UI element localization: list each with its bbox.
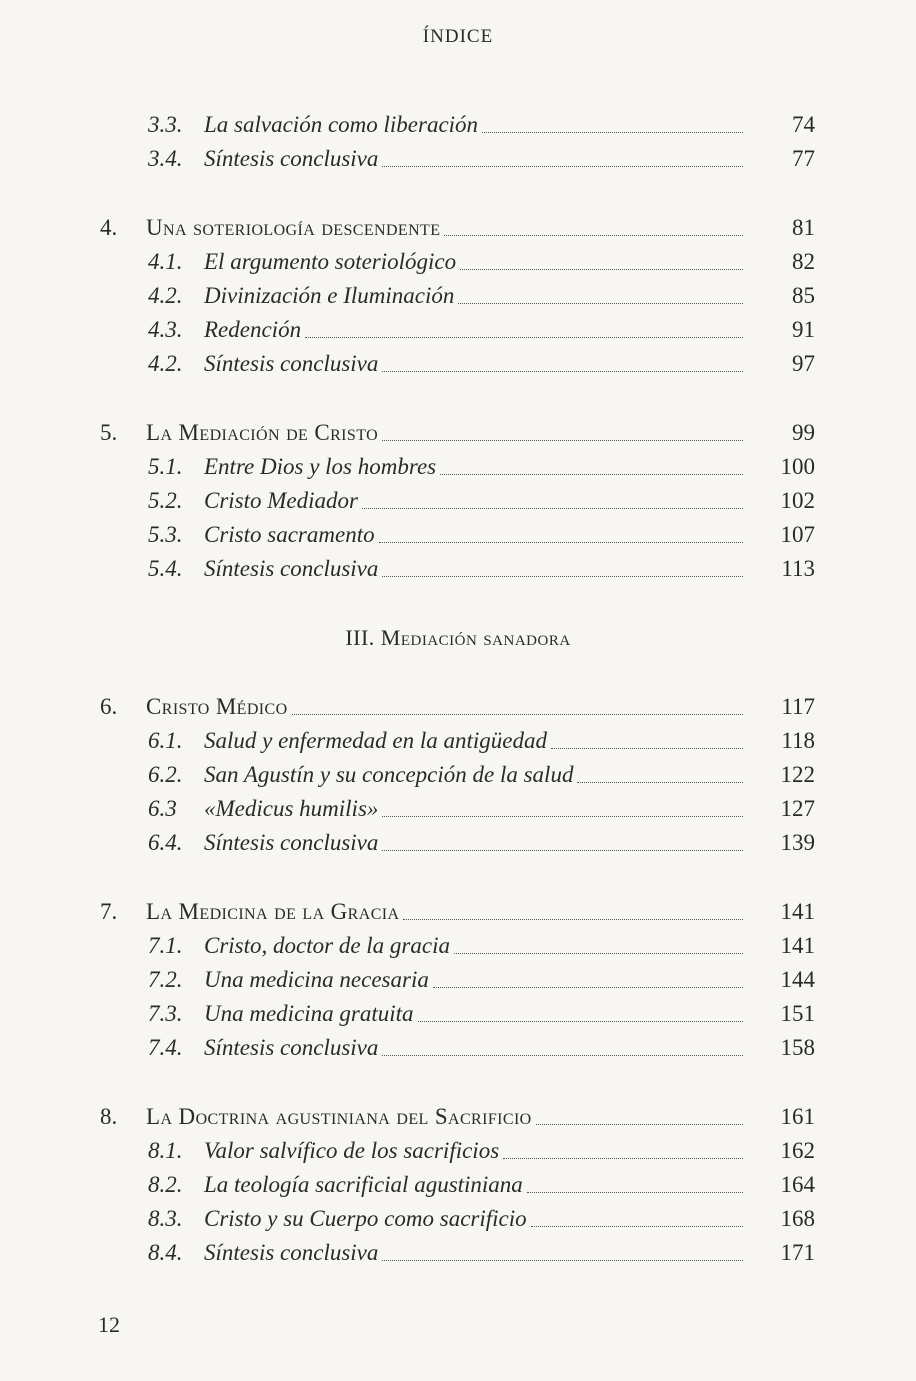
entry-page-number: 139 — [780, 830, 815, 855]
entry-number: 7.1. — [148, 933, 183, 958]
dot-leader — [527, 1192, 743, 1193]
toc-chapter-entry[interactable] — [100, 895, 815, 929]
entry-page-number: 85 — [792, 283, 815, 308]
entry-title: Cristo sacramento — [204, 522, 375, 547]
section-gap — [100, 586, 815, 621]
toc-section-entry[interactable] — [100, 245, 815, 279]
entry-number: 6.2. — [148, 762, 183, 787]
entry-number: 7.3. — [148, 1001, 183, 1026]
entry-number: 4.2. — [148, 283, 183, 308]
entry-number: 7. — [100, 899, 118, 924]
entry-title: Una medicina gratuita — [204, 1001, 414, 1026]
entry-page-number: 141 — [780, 899, 815, 924]
entry-number: 5. — [100, 420, 118, 445]
entry-number: 4.2. — [148, 351, 183, 376]
dot-leader — [418, 1021, 743, 1022]
toc-section-entry[interactable] — [100, 826, 815, 860]
entry-page-number: 158 — [780, 1035, 815, 1060]
entry-title: La salvación como liberación — [204, 112, 479, 137]
entry-number: 5.3. — [148, 522, 183, 547]
entry-title: La Medicina de la Gracia — [146, 899, 400, 924]
dot-leader — [362, 508, 743, 509]
dot-leader — [458, 303, 743, 304]
running-header: ÍNDICE — [422, 26, 494, 47]
section-gap — [100, 176, 815, 211]
dot-leader — [382, 816, 743, 817]
section-gap — [100, 860, 815, 895]
toc-section-entry[interactable] — [100, 552, 815, 586]
entry-title: Síntesis conclusiva — [204, 351, 379, 376]
entry-page-number: 113 — [781, 556, 815, 581]
entry-title: La teología sacrificial agustiniana — [204, 1172, 523, 1197]
entry-page-number: 151 — [780, 1001, 815, 1026]
entry-number: 6.4. — [148, 830, 183, 855]
entry-page-number: 91 — [792, 317, 815, 342]
entry-page-number: 81 — [792, 215, 815, 240]
dot-leader — [577, 782, 743, 783]
entry-page-number: 141 — [780, 933, 815, 958]
entry-page-number: 162 — [780, 1138, 815, 1163]
dot-leader — [444, 235, 743, 236]
toc-section-entry[interactable] — [100, 758, 815, 792]
dot-leader — [536, 1124, 743, 1125]
entry-page-number: 102 — [780, 488, 815, 513]
dot-leader — [382, 166, 743, 167]
entry-number: 4. — [100, 215, 118, 240]
entry-title: Síntesis conclusiva — [204, 146, 379, 171]
entry-page-number: 99 — [792, 420, 815, 445]
toc-section-entry[interactable] — [100, 792, 815, 826]
section-gap — [100, 1065, 815, 1100]
toc-section-entry[interactable] — [100, 518, 815, 552]
entry-number: 8. — [100, 1104, 118, 1129]
entry-title: Síntesis conclusiva — [204, 1035, 379, 1060]
entry-number: 6. — [100, 694, 118, 719]
entry-number: 3.3. — [148, 112, 183, 137]
entry-title: Divinización e Iluminación — [204, 283, 455, 308]
toc-section-entry[interactable] — [100, 484, 815, 518]
entry-page-number: 168 — [780, 1206, 815, 1231]
toc-section-entry[interactable] — [100, 997, 815, 1031]
toc-section-entry[interactable] — [100, 963, 815, 997]
entry-page-number: 161 — [780, 1104, 815, 1129]
entry-number: 4.3. — [148, 317, 183, 342]
entry-title: El argumento soteriológico — [204, 249, 457, 274]
entry-title: Síntesis conclusiva — [204, 556, 379, 581]
toc-section-entry[interactable] — [100, 450, 815, 484]
entry-number: 7.4. — [148, 1035, 183, 1060]
entry-page-number: 74 — [792, 112, 815, 137]
entry-title: Redención — [204, 317, 302, 342]
table-of-contents — [100, 108, 815, 1270]
entry-page-number: 97 — [792, 351, 815, 376]
entry-number: 4.1. — [148, 249, 183, 274]
dot-leader — [382, 1055, 743, 1056]
dot-leader — [440, 474, 743, 475]
dot-leader — [403, 919, 743, 920]
toc-section-entry[interactable] — [100, 724, 815, 758]
toc-section-entry[interactable] — [100, 1236, 815, 1270]
toc-section-entry[interactable] — [100, 1168, 815, 1202]
dot-leader — [454, 953, 743, 954]
toc-chapter-entry[interactable] — [100, 690, 815, 724]
entry-title: Valor salvífico de los sacrificios — [204, 1138, 500, 1163]
section-gap — [100, 655, 815, 690]
section-gap — [100, 381, 815, 416]
entry-page-number: 171 — [780, 1240, 815, 1265]
entry-title: Entre Dios y los hombres — [204, 454, 437, 479]
entry-number: 6.3 — [148, 796, 177, 821]
toc-section-entry[interactable] — [100, 1031, 815, 1065]
entry-page-number: 122 — [780, 762, 815, 787]
entry-title: «Medicus humilis» — [204, 796, 379, 821]
entry-page-number: 164 — [780, 1172, 815, 1197]
dot-leader — [379, 542, 743, 543]
entry-number: 5.1. — [148, 454, 183, 479]
page-number: 12 — [98, 1312, 120, 1337]
entry-title: Una medicina necesaria — [204, 967, 429, 992]
entry-title: Cristo, doctor de la gracia — [204, 933, 450, 958]
entry-title: La Doctrina agustiniana del Sacrificio — [146, 1104, 532, 1129]
entry-title: Cristo Mediador — [204, 488, 358, 513]
toc-section-entry[interactable] — [100, 1134, 815, 1168]
entry-page-number: 118 — [781, 728, 815, 753]
entry-title: La Mediación de Cristo — [146, 420, 379, 445]
dot-leader — [305, 337, 743, 338]
dot-leader — [382, 850, 743, 851]
dot-leader — [460, 269, 743, 270]
entry-number: 6.1. — [148, 728, 183, 753]
entry-number: 7.2. — [148, 967, 183, 992]
dot-leader — [382, 440, 743, 441]
entry-page-number: 107 — [780, 522, 815, 547]
toc-section-entry[interactable] — [100, 347, 815, 381]
entry-number: 8.4. — [148, 1240, 183, 1265]
dot-leader — [382, 576, 743, 577]
dot-leader — [531, 1226, 743, 1227]
entry-number: 8.3. — [148, 1206, 183, 1231]
toc-section-entry[interactable] — [100, 929, 815, 963]
dot-leader — [382, 1260, 743, 1261]
entry-page-number: 100 — [780, 454, 815, 479]
toc-section-entry[interactable] — [100, 142, 815, 176]
toc-section-entry[interactable] — [100, 1202, 815, 1236]
dot-leader — [382, 371, 743, 372]
entry-title: San Agustín y su concepción de la salud — [204, 762, 574, 787]
entry-page-number: 127 — [780, 796, 815, 821]
entry-number: 8.1. — [148, 1138, 183, 1163]
dot-leader — [433, 987, 743, 988]
entry-title: Una soteriología descendente — [146, 215, 441, 240]
toc-chapter-entry[interactable] — [100, 416, 815, 450]
dot-leader — [482, 132, 743, 133]
entry-title: Síntesis conclusiva — [204, 830, 379, 855]
dot-leader — [503, 1158, 743, 1159]
entry-title: Síntesis conclusiva — [204, 1240, 379, 1265]
entry-number: 5.4. — [148, 556, 183, 581]
entry-number: 8.2. — [148, 1172, 183, 1197]
toc-chapter-entry[interactable] — [100, 1100, 815, 1134]
toc-section-entry[interactable] — [100, 313, 815, 347]
entry-number: 3.4. — [148, 146, 183, 171]
toc-section-entry[interactable] — [100, 279, 815, 313]
entry-page-number: 117 — [781, 694, 815, 719]
entry-title: Cristo y su Cuerpo como sacrificio — [204, 1206, 527, 1231]
toc-chapter-entry[interactable] — [100, 211, 815, 245]
entry-title: Cristo Médico — [146, 694, 288, 719]
entry-page-number: 77 — [792, 146, 815, 171]
part-heading: III. Mediación sanadora — [345, 625, 571, 650]
dot-leader — [551, 748, 743, 749]
toc-section-entry[interactable] — [100, 108, 815, 142]
entry-number: 5.2. — [148, 488, 183, 513]
entry-page-number: 144 — [780, 967, 815, 992]
entry-page-number: 82 — [792, 249, 815, 274]
entry-title: Salud y enfermedad en la antigüedad — [204, 728, 548, 753]
dot-leader — [292, 714, 743, 715]
